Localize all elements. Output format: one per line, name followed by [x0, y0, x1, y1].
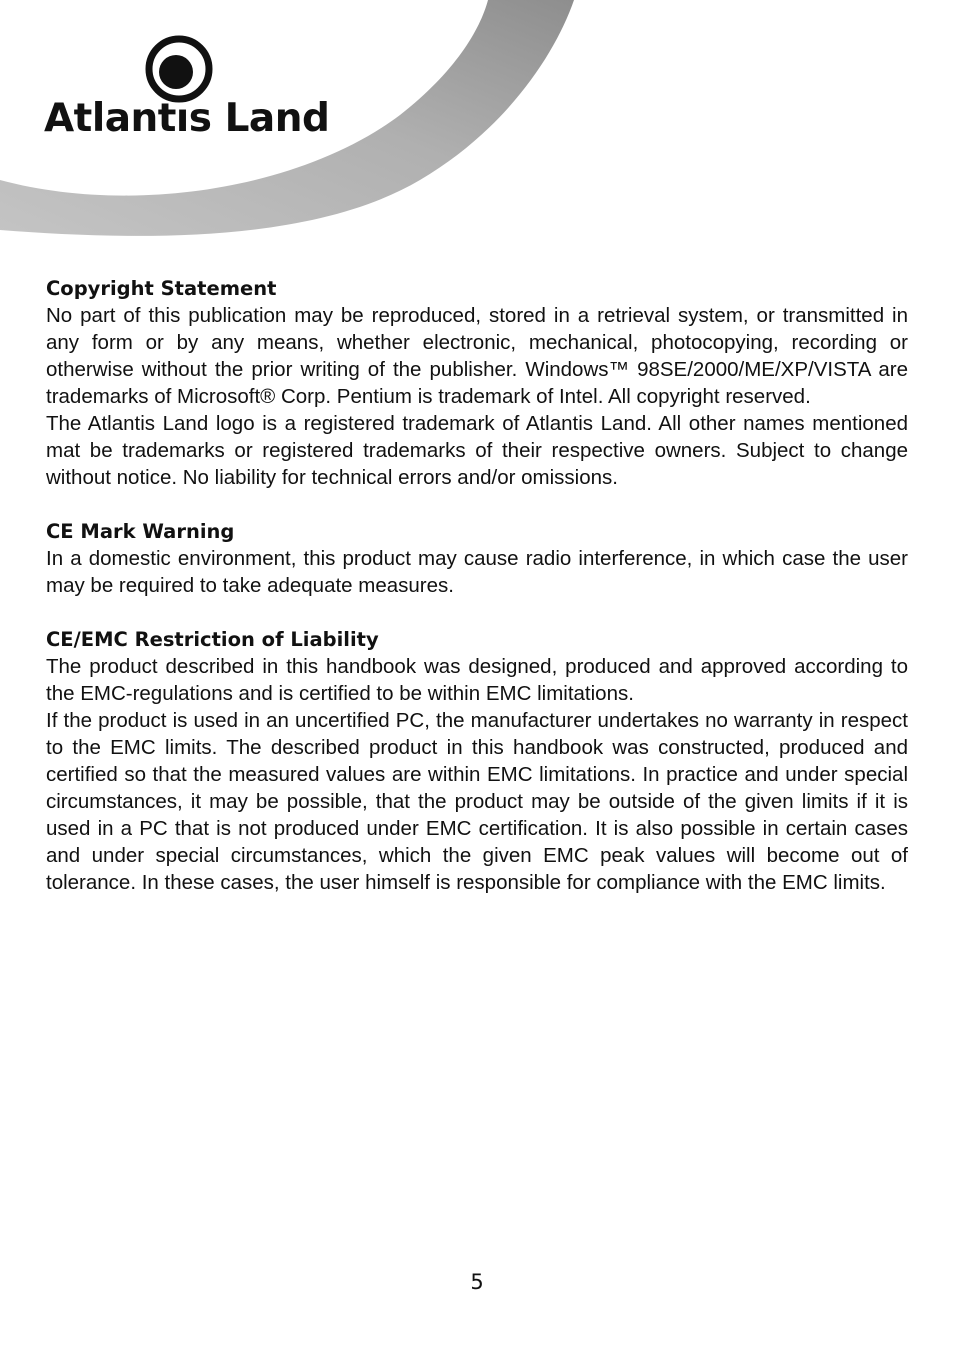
logo-wordmark: Atlantıs Land: [44, 96, 330, 141]
trademark-paragraph: The Atlantis Land logo is a registered trademark of Atlantis Land. All other names mentioned mat be trademarks or registered trademarks of their respective owners. Subject to change without notice. No liability for technical errors and/or omissions.: [46, 412, 908, 489]
ce-emc-section: [46, 626, 908, 896]
atlantis-land-logo: [149, 39, 209, 99]
copyright-heading: Copyright Statement: [46, 277, 277, 300]
ce-mark-heading: CE Mark Warning: [46, 520, 235, 543]
document-body: [46, 275, 908, 923]
copyright-section: [46, 275, 908, 491]
copyright-paragraph: No part of this publication may be reproduced, stored in a retrieval system, or transmitted in any form or by any means, whether electronic, mechanical, photocopying, recording or otherwise without the prior writing of the publisher. Windows™ 98SE/2000/ME/XP/VISTA are trademarks of Microsoft® Corp. Pentium is trademark of Intel. All copyright reserved.: [46, 304, 908, 408]
ce-mark-section: [46, 518, 908, 599]
ce-emc-heading: CE/EMC Restriction of Liability: [46, 628, 379, 651]
emc-approval-paragraph: The product described in this handbook was designed, produced and approved according to the EMC-regulations and is certified to be within EMC limitations.: [46, 655, 908, 705]
emc-liability-paragraph: If the product is used in an uncertified PC, the manufacturer undertakes no warranty in respect to the EMC limits. The described product in this handbook was constructed, produced and certified so that the measured values are within EMC limitations. In practice and under special circumstances, it may be possible, that the product may be outside of the given limits if it is used in a PC that is not produced under EMC certification. It is also possible in certain cases and under special circumstances, which the given EMC peak values will become out of tolerance. In these cases, the user himself is responsible for compliance with the EMC limits.: [46, 709, 908, 894]
page-number: 5: [470, 1270, 484, 1294]
ce-mark-paragraph: In a domestic environment, this product may cause radio interference, in which case the user may be required to take adequate measures.: [46, 547, 908, 597]
logo-dot-icon: [159, 55, 193, 89]
